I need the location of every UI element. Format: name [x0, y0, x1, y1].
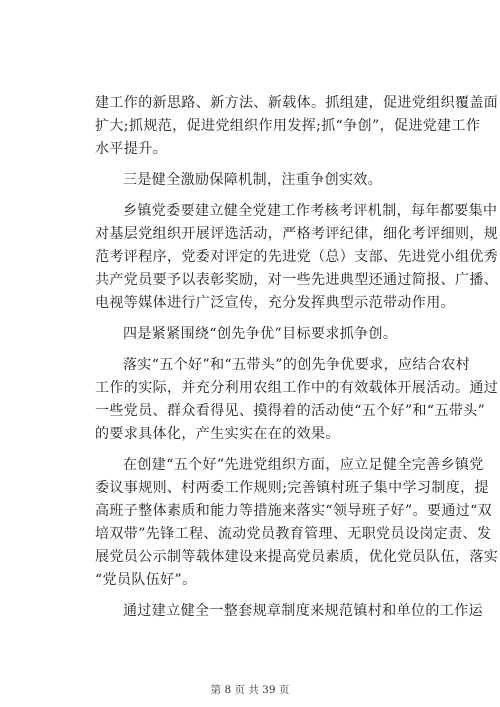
- paragraph-p5: [95, 354, 499, 446]
- text-line: 共产党员要予以表彰奖励，对一些先进典型还通过简报、广播、: [95, 272, 499, 288]
- text-line: 扩大;抓规范，促进党组织作用发挥;抓“争创”，促进党建工作: [95, 118, 481, 134]
- text-line: 四是紧紧围绕“创先争优”目标要求抓争创。: [123, 326, 398, 342]
- paragraph-p3: [95, 200, 499, 315]
- paragraph-p4: [95, 323, 425, 346]
- text-line: 的要求具体化，产生实实在在的效果。: [95, 426, 340, 442]
- document-body: [95, 92, 499, 623]
- text-line: 一些党员、群众看得见、摸得着的活动使“五个好”和“五带头”: [95, 403, 486, 419]
- text-line: 对基层党组织开展评选活动，严格考评纪律，细化考评细则，规: [95, 226, 499, 242]
- text-line: 在创建“五个好”先进党组织方面，应立足健全完善乡镇党: [123, 457, 484, 473]
- paragraph-p1: [95, 92, 499, 161]
- text-line: 电视等媒体进行广泛宣传，充分发挥典型示范带动作用。: [95, 295, 455, 311]
- text-line: 通过建立健全一整套规章制度来规范镇村和单位的工作运: [123, 603, 483, 619]
- paragraph-p7: [95, 600, 483, 623]
- paragraph-p2: [95, 169, 425, 192]
- paragraph-p6: [95, 454, 499, 592]
- text-line: 培双带”先锋工程、流动党员教育管理、无职党员设岗定责、发: [95, 526, 492, 542]
- text-line: 高班子整体素质和能力等措施来落实“领导班子好”。要通过“双: [95, 503, 493, 519]
- text-line: 委议事规则、村两委工作规则;完善镇村班子集中学习制度，提: [95, 480, 489, 496]
- text-line: 范考评程序，党委对评定的先进党（总）支部、先进党小组优秀: [95, 249, 499, 265]
- text-line: 落实“五个好”和“五带头”的创先争优要求，应结合农村: [123, 357, 471, 373]
- text-line: 三是健全激励保障机制，注重争创实效。: [123, 172, 383, 188]
- page-footer: 第 8 页 共 39 页: [210, 684, 290, 696]
- text-line: “党员队伍好”。: [95, 572, 197, 588]
- text-line: 乡镇党委要建立健全党建工作考核考评机制，每年都要集中: [123, 203, 498, 219]
- text-line: 水平提升。: [95, 141, 167, 157]
- text-line: 工作的实际，并充分利用农组工作中的有效载体开展活动。通过: [95, 380, 499, 396]
- text-line: 展党员公示制等载体建设来提高党员素质，优化党员队伍，落实: [95, 549, 499, 565]
- text-line: 建工作的新思路、新方法、新载体。抓组建，促进党组织覆盖面: [95, 95, 499, 111]
